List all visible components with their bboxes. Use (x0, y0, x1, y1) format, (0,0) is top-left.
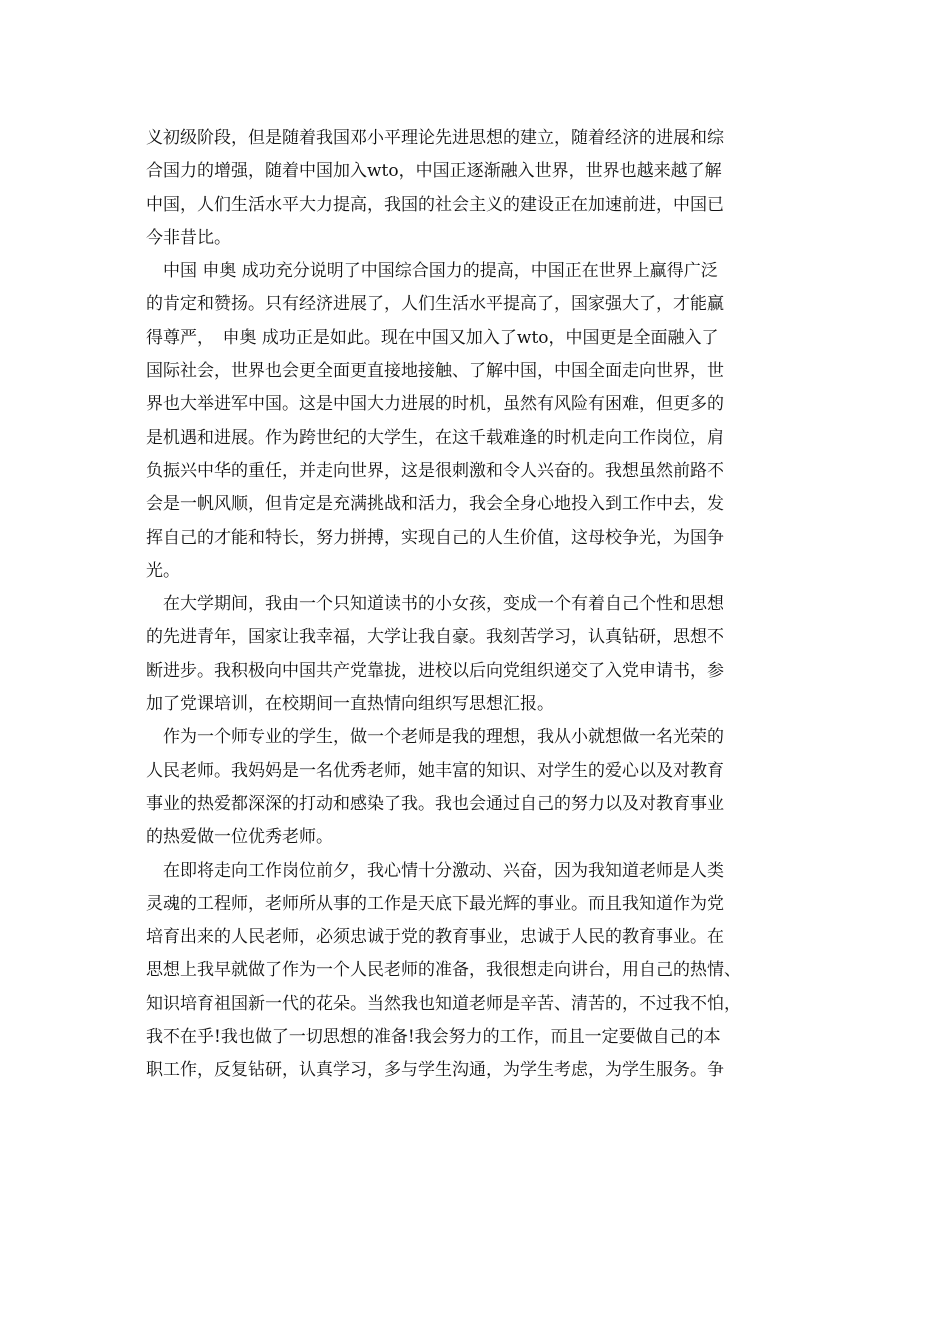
text-line: 会是一帆风顺，但肯定是充满挑战和活力，我会全身心地投入到工作中去，发 (146, 494, 724, 515)
text-line: 界也大举进军中国。这是中国大力进展的时机，虽然有风险有困难，但更多的 (146, 394, 724, 415)
text-line: 在即将走向工作岗位前夕，我心情十分激动、兴奋，因为我知道老师是人类 (146, 860, 724, 881)
text-line: 断进步。我积极向中国共产党靠拢，进校以后向党组织递交了入党申请书，参 (146, 660, 724, 681)
text-line: 作为一个师专业的学生，做一个老师是我的理想，我从小就想做一名光荣的 (146, 727, 724, 748)
text-line: 今非昔比。 (146, 227, 231, 248)
text-line: 人民老师。我妈妈是一名优秀老师，她丰富的知识、对学生的爱心以及对教育 (146, 760, 724, 781)
text-line: 的热爱做一位优秀老师。 (146, 827, 333, 848)
text-line: 灵魂的工程师，老师所从事的工作是天底下最光辉的事业。而且我知道作为党 (146, 893, 724, 914)
text-line: 加了党课培训，在校期间一直热情向组织写思想汇报。 (146, 694, 554, 715)
text-line: 合国力的增强，随着中国加入wto，中国正逐渐融入世界，世界也越来越了解 (146, 161, 722, 182)
body-text (146, 122, 806, 1088)
text-line: 国际社会，世界也会更全面更直接地接触、了解中国，中国全面走向世界，世 (146, 361, 724, 382)
text-line: 事业的热爱都深深的打动和感染了我。我也会通过自己的努力以及对教育事业 (146, 793, 724, 814)
text-line: 中国 申奥 成功充分说明了中国综合国力的提高，中国正在世界上赢得广泛 (146, 261, 718, 282)
text-line: 光。 (146, 560, 180, 581)
text-line: 负振兴中华的重任，并走向世界，这是很刺激和令人兴奋的。我想虽然前路不 (146, 460, 724, 481)
text-line: 的肯定和赞扬。只有经济进展了，人们生活水平提高了，国家强大了，才能赢 (146, 294, 724, 315)
text-line: 在大学期间，我由一个只知道读书的小女孩，变成一个有着自己个性和思想 (146, 594, 724, 615)
text-line: 中国，人们生活水平大力提高，我国的社会主义的建设正在加速前进，中国已 (146, 194, 724, 215)
text-line: 我不在乎!我也做了一切思想的准备!我会努力的工作，而且一定要做自己的本 (146, 1027, 721, 1048)
text-line: 义初级阶段，但是随着我国邓小平理论先进思想的建立，随着经济的进展和综 (146, 128, 724, 148)
text-line: 知识培育祖国新一代的花朵。当然我也知道老师是辛苦、清苦的，不过我不怕， (146, 993, 741, 1014)
text-line: 是机遇和进展。作为跨世纪的大学生，在这千载难逢的时机走向工作岗位，肩 (146, 427, 724, 448)
text-line: 挥自己的才能和特长，努力拼搏，实现自己的人生价值，这母校争光，为国争 (146, 527, 724, 548)
text-line: 的先进青年，国家让我幸福，大学让我自豪。我刻苦学习，认真钻研，思想不 (146, 627, 724, 648)
text-line: 培育出来的人民老师，必须忠诚于党的教育事业，忠诚于人民的教育事业。在 (146, 927, 724, 948)
text-line: 思想上我早就做了作为一个人民老师的准备，我很想走向讲台，用自己的热情、 (146, 960, 741, 981)
text-line: 职工作，反复钻研，认真学习，多与学生沟通，为学生考虑，为学生服务。争 (146, 1060, 724, 1081)
text-line: 得尊严， 申奥 成功正是如此。现在中国又加入了wto，中国更是全面融入了 (146, 327, 719, 348)
